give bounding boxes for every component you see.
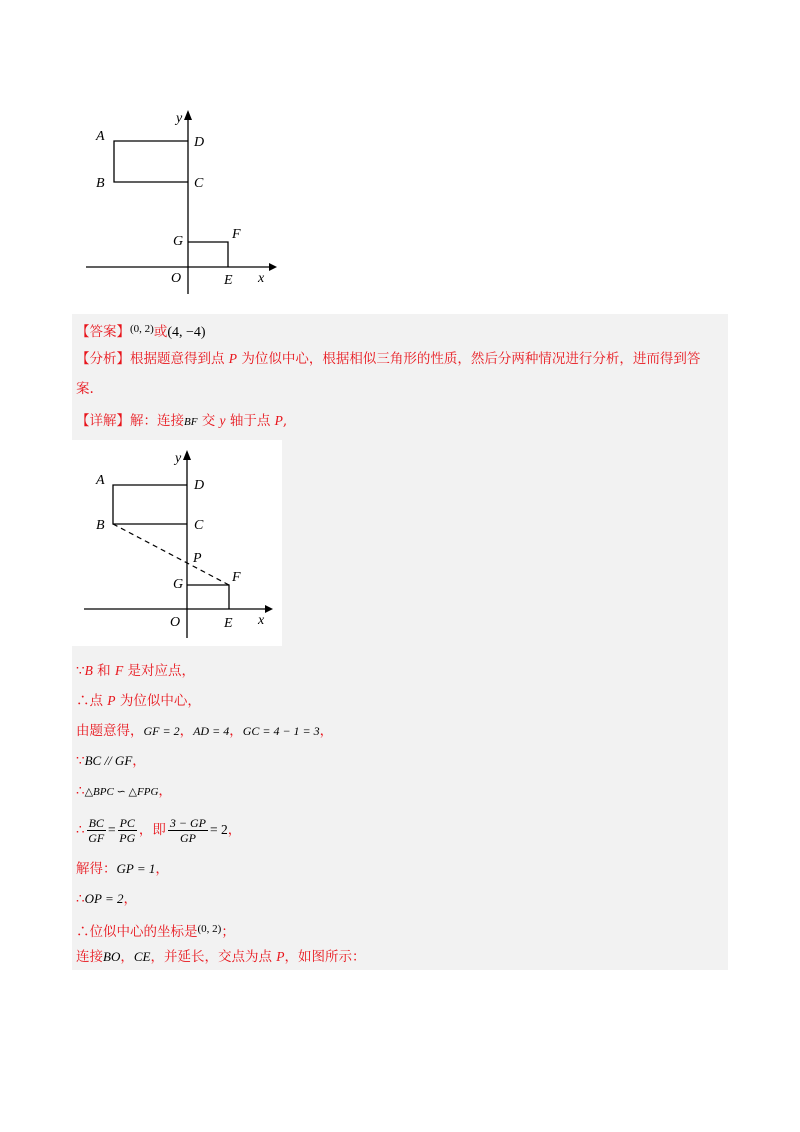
- analysis-point: P: [228, 351, 238, 366]
- label-c: C: [194, 176, 204, 191]
- figure-1-svg: [76, 104, 286, 300]
- step-7-text: 解得：: [76, 861, 117, 877]
- figure-1: [76, 104, 286, 300]
- figure-2-svg: [72, 440, 282, 646]
- step-1-text: 是对应点，: [123, 663, 195, 679]
- label-a: A: [96, 473, 105, 488]
- step-5-end: ，: [158, 783, 172, 799]
- equals-sign: =: [107, 822, 116, 837]
- label-a: A: [96, 129, 105, 144]
- step-6-eq: = 2: [210, 822, 228, 837]
- fraction-numerator: BC: [88, 816, 104, 830]
- label-g: G: [173, 234, 184, 249]
- rectangle-gfe: [188, 242, 228, 267]
- fraction-pc-pg: [118, 816, 137, 845]
- step-1-b: B: [84, 663, 93, 678]
- step-3-eq-1: GF = 2: [143, 724, 180, 738]
- because-symbol: ∵: [76, 663, 85, 679]
- step-8-end: ，: [123, 891, 137, 907]
- label-g: G: [173, 577, 184, 592]
- label-b: B: [96, 518, 105, 533]
- therefore-symbol: ∴: [76, 783, 85, 799]
- step-1-f: F: [114, 663, 124, 678]
- figure-2: [72, 440, 282, 646]
- step-7: [76, 858, 169, 880]
- dashed-line-bf: [113, 524, 229, 585]
- label-y: y: [176, 111, 183, 126]
- answer-coord-1: (0, 2): [130, 323, 154, 335]
- label-o: O: [170, 615, 181, 630]
- step-10-c: ，并延长，交点为点: [150, 949, 277, 965]
- label-e: E: [224, 616, 233, 631]
- fraction-numerator: 3 − GP: [169, 816, 206, 830]
- step-4-eq: BC // GF: [84, 753, 133, 768]
- step-2-p: P: [107, 693, 116, 708]
- detail-axis: y: [219, 413, 226, 428]
- step-4: [76, 750, 146, 772]
- step-1-and: 和: [92, 663, 115, 679]
- label-y: y: [175, 451, 182, 466]
- step-3-eq-3: GC = 4 − 1 = 3: [242, 724, 320, 738]
- step-7-end: ，: [155, 861, 169, 877]
- step-10-b: ，: [120, 949, 134, 965]
- step-4-end: ，: [132, 753, 146, 769]
- analysis-tag: 【分析】: [76, 351, 130, 367]
- step-9-text: 位似中心的坐标是: [89, 924, 198, 940]
- step-7-eq: GP = 1: [116, 861, 156, 876]
- step-9-coord: (0, 2): [197, 923, 222, 935]
- analysis-line-1: [76, 348, 700, 370]
- therefore-symbol: ∴: [76, 891, 85, 907]
- step-2-a: 点: [89, 693, 108, 709]
- detail-text-d: ,: [282, 413, 288, 429]
- step-6-mid: ，即: [138, 822, 166, 838]
- therefore-symbol: ∴: [76, 693, 90, 709]
- step-5-eq: △BPC ∽ △FPG: [84, 786, 159, 798]
- label-p: P: [193, 551, 202, 566]
- fraction-3-gp: [168, 816, 208, 845]
- step-10-d: ，如图所示：: [284, 949, 366, 965]
- y-axis-arrow: [183, 450, 191, 460]
- because-symbol: ∵: [76, 753, 85, 769]
- step-6: [76, 812, 241, 848]
- step-3: 由题意得，GF = 2，AD = 4，GC = 4 − 1 = 3，: [76, 723, 334, 739]
- detail-text-b: 交: [197, 413, 220, 429]
- step-6-end: ，: [227, 822, 242, 838]
- step-10-bo: BO: [103, 949, 121, 964]
- step-10-a: 连接: [76, 949, 103, 965]
- analysis-text-b: 为位似中心，根据相似三角形的性质，然后分两种情况进行分析，进而得到答: [237, 351, 701, 367]
- step-10-ce: CE: [133, 949, 151, 964]
- fraction-bc-gf: [87, 816, 106, 845]
- label-d: D: [194, 478, 205, 493]
- detail-text-a: 解：连接: [130, 413, 184, 429]
- therefore-symbol: ∴: [76, 822, 85, 838]
- label-b: B: [96, 176, 105, 191]
- detail-text-c: 轴于点: [225, 413, 275, 429]
- step-2-text: 为位似中心，: [115, 693, 201, 709]
- label-o: O: [171, 271, 182, 286]
- answer-coord-2: (4, −4): [167, 325, 206, 340]
- fraction-denominator: GP: [179, 831, 196, 845]
- label-x: x: [258, 271, 265, 286]
- answer-tag: 【答案】: [76, 324, 130, 340]
- step-10-p: P: [276, 949, 285, 964]
- label-x: x: [258, 613, 265, 628]
- step-9-end: ；: [221, 924, 235, 940]
- fraction-denominator: GF: [88, 831, 105, 845]
- x-axis-arrow: [269, 263, 277, 271]
- answer-line: [76, 318, 206, 340]
- detail-tag: 【详解】: [76, 413, 130, 429]
- analysis-text-a: 根据题意得到点: [130, 351, 229, 367]
- step-3-end: ，: [319, 723, 334, 739]
- y-axis-arrow: [184, 110, 192, 120]
- x-axis-arrow: [265, 605, 273, 613]
- analysis-text-c: 案.: [76, 381, 94, 397]
- label-f: F: [232, 227, 241, 242]
- step-8: [76, 888, 137, 910]
- label-c: C: [194, 518, 204, 533]
- step-5: [76, 780, 172, 802]
- analysis-line-2: [76, 378, 94, 400]
- step-9: [76, 918, 235, 940]
- step-8-eq: OP = 2: [84, 891, 124, 906]
- detail-seg: BF: [184, 416, 198, 428]
- rectangle-abcd: [114, 141, 188, 182]
- therefore-symbol: ∴: [76, 924, 90, 940]
- label-d: D: [194, 135, 205, 150]
- label-e: E: [224, 273, 233, 288]
- step-3-text: 由题意得，: [76, 723, 144, 739]
- step-10: [76, 946, 366, 968]
- fraction-numerator: PC: [119, 816, 135, 830]
- detail-line: [76, 410, 287, 432]
- step-3-eq-2: AD = 4: [193, 724, 230, 738]
- step-2: [76, 690, 201, 712]
- label-f: F: [232, 570, 241, 585]
- detail-point: P: [274, 413, 283, 428]
- fraction-denominator: PG: [119, 831, 136, 845]
- rectangle-abcd: [113, 485, 187, 524]
- step-1: [76, 660, 195, 682]
- rectangle-gfe: [187, 585, 229, 609]
- answer-or: 或: [153, 324, 168, 340]
